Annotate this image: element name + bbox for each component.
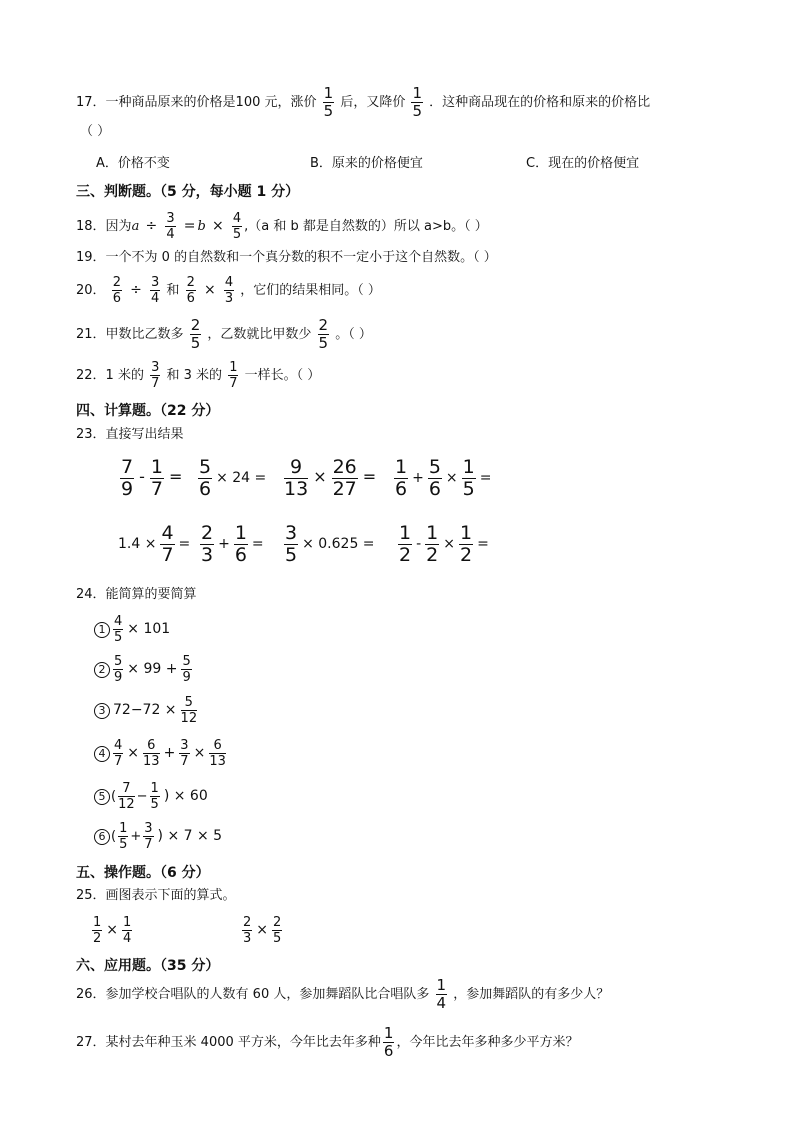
q17-option-b: B．原来的价格便宜 [310, 156, 423, 171]
q20-post: ，它们的结果相同。（ ） [240, 283, 381, 298]
fraction: $\frac{1}{5}$ [119, 821, 128, 852]
equals: = [477, 536, 489, 552]
q17-fraction-1: $\frac{1}{5}$ [323, 84, 334, 120]
q17-number: 17． [76, 95, 106, 110]
q18-times: × [211, 218, 224, 234]
question-20 [76, 276, 381, 305]
q24-item-1 [94, 615, 172, 644]
q17-fraction-2: $\frac{1}{5}$ [412, 84, 423, 120]
expression-pre: 72−72 × [113, 702, 177, 718]
circled-number: 3 [94, 703, 110, 719]
fraction: $\frac{1}{6}$ [395, 456, 408, 500]
q25-title: 25．画图表示下面的算式。 [76, 888, 236, 903]
q26-text-a: 26．参加学校合唱队的人数有 60 人，参加舞蹈队比合唱队多 [76, 987, 430, 1002]
fraction: $\frac{1}{5}$ [150, 781, 159, 812]
question-21 [76, 318, 372, 351]
fraction: $\frac{1}{2}$ [459, 522, 473, 566]
q23-expr-4 [392, 458, 493, 499]
fraction: $\frac{5}{6}$ [428, 456, 441, 500]
fraction: $\frac{4}{7}$ [161, 522, 174, 566]
q17-text-b: 后，又降价 [340, 95, 406, 110]
operator: × [193, 745, 206, 761]
circled-number: 5 [94, 789, 110, 805]
fraction: $\frac{1}{2}$ [93, 915, 102, 946]
fraction: $\frac{7}{9}$ [121, 456, 134, 500]
q20-fraction-1: $\frac{2}{6}$ [112, 275, 121, 306]
fraction: $\frac{9}{13}$ [284, 456, 309, 500]
q23-expr-1 [118, 458, 185, 499]
q24-item-4 [94, 739, 228, 768]
fraction: $\frac{2}{3}$ [201, 522, 214, 566]
paren-close: ) × 60 [163, 788, 208, 804]
expression-rest: × 101 [127, 621, 171, 637]
fraction: $\frac{1}{2}$ [426, 522, 439, 566]
operator: × 24 = [216, 470, 267, 486]
fraction: $\frac{1}{5}$ [462, 456, 475, 500]
q22-fraction-1: $\frac{3}{7}$ [151, 360, 160, 391]
q17-option-c: C．现在的价格便宜 [526, 156, 640, 171]
q21-number: 21． [76, 327, 106, 342]
equals: = [168, 467, 183, 486]
equals: = [362, 467, 377, 486]
q26-fraction: $\frac{1}{4}$ [436, 976, 447, 1012]
q18-var-a: a [131, 219, 140, 234]
q25-expr-2 [240, 916, 284, 945]
operator: × [256, 922, 269, 938]
section-3-heading: 三、判断题。（5 分，每小题 1 分） [76, 184, 300, 200]
fraction: $\frac{3}{7}$ [144, 821, 153, 852]
fraction: $\frac{3}{7}$ [180, 738, 189, 769]
q22-post: 一样长。（ ） [244, 368, 321, 383]
equals: = [479, 470, 492, 486]
q27-fraction: $\frac{1}{6}$ [383, 1024, 394, 1060]
q20-and: 和 [166, 283, 180, 298]
q20-op1: ÷ [130, 282, 142, 298]
section-6-heading: 六、应用题。（35 分） [76, 958, 220, 974]
q17-option-a: A．价格不变 [96, 156, 170, 171]
operator: + [163, 745, 176, 761]
q22-text-a: 1 米的 [105, 368, 144, 383]
section-4-heading: 四、计算题。（22 分） [76, 403, 220, 419]
operator: × [445, 470, 458, 486]
fraction: $\frac{1}{7}$ [150, 456, 163, 500]
circled-number: 6 [94, 829, 110, 845]
q23-expr-2 [196, 458, 268, 499]
q24-item-6 [94, 822, 224, 851]
fraction: $\frac{26}{27}$ [332, 456, 357, 500]
q17-answer-paren: （ ） [80, 124, 111, 139]
equals: = [178, 536, 191, 552]
question-26 [76, 978, 609, 1011]
circled-number: 2 [94, 662, 110, 678]
expression-mid: × 99 + [127, 661, 178, 677]
fraction: $\frac{2}{5}$ [273, 915, 282, 946]
q18-pre: 因为 [105, 219, 132, 234]
operator: - [416, 536, 422, 552]
question-22 [76, 361, 320, 390]
q23-expr-3 [282, 458, 379, 499]
section-5-heading: 五、操作题。（6 分） [76, 865, 210, 881]
fraction: $\frac{4}{5}$ [114, 614, 123, 645]
q20-number: 20． [76, 283, 106, 298]
q27-text-a: 27．某村去年种玉米 4000 平方米，今年比去年多种 [76, 1035, 381, 1050]
operator: × [106, 922, 119, 938]
q23-expr-7 [282, 524, 377, 565]
q24-item-3 [94, 696, 199, 725]
operator: + [412, 470, 424, 486]
operator: + [218, 536, 230, 552]
q24-item-5 [94, 782, 210, 811]
fraction: $\frac{1}{4}$ [123, 915, 132, 946]
fraction: $\frac{5}{9}$ [182, 654, 191, 685]
q20-fraction-3: $\frac{2}{6}$ [186, 275, 195, 306]
equals: = [251, 536, 264, 552]
operator: × 0.625 = [302, 536, 375, 552]
q18-fraction-2: $\frac{4}{5}$ [232, 211, 242, 242]
question-17 [76, 86, 650, 119]
fraction: $\frac{6}{13}$ [143, 738, 160, 769]
fraction: $\frac{7}{12}$ [118, 781, 135, 812]
fraction: $\frac{6}{13}$ [209, 738, 226, 769]
fraction: $\frac{3}{5}$ [285, 522, 298, 566]
paren-close: ) × 7 × 5 [157, 828, 223, 844]
fraction: $\frac{5}{12}$ [180, 695, 198, 726]
fraction: $\frac{1}{2}$ [399, 522, 412, 566]
q18-number: 18． [76, 219, 106, 234]
paren-open: ( [111, 829, 117, 844]
q18-div: ÷ [145, 218, 158, 234]
circled-number: 1 [94, 622, 110, 638]
q22-number: 22． [76, 368, 106, 383]
paren-open: ( [111, 789, 117, 804]
q25-expr-1 [90, 916, 134, 945]
operator: × [313, 467, 327, 486]
q26-text-b: ，参加舞蹈队的有多少人？ [453, 987, 610, 1002]
q22-text-b: 和 3 米的 [166, 368, 223, 383]
q21-text-b: ，乙数就比甲数少 [207, 327, 312, 342]
q23-expr-8 [396, 524, 491, 565]
operator: - [139, 467, 145, 486]
fraction: $\frac{5}{6}$ [199, 456, 212, 500]
q21-fraction-1: $\frac{2}{5}$ [190, 316, 201, 352]
q20-fraction-2: $\frac{3}{4}$ [150, 275, 160, 306]
q21-fraction-2: $\frac{2}{5}$ [318, 316, 329, 352]
q18-post: ,（a 和 b 都是自然数的）所以 a>b。（ ） [244, 219, 488, 234]
operator: × [127, 745, 140, 761]
operator: + [130, 829, 142, 844]
q18-fraction-1: $\frac{3}{4}$ [166, 211, 175, 242]
q20-op2: × [203, 282, 216, 298]
fraction: $\frac{5}{9}$ [114, 654, 123, 685]
q18-var-b: b [197, 219, 206, 234]
q22-fraction-2: $\frac{1}{7}$ [229, 360, 238, 391]
q24-item-2 [94, 655, 194, 684]
circled-number: 4 [94, 746, 110, 762]
q20-fraction-4: $\frac{4}{3}$ [224, 275, 234, 306]
operator: 1.4 × [118, 536, 157, 552]
fraction: $\frac{4}{7}$ [114, 738, 123, 769]
q18-eq: = [183, 218, 196, 234]
fraction: $\frac{2}{3}$ [243, 915, 252, 946]
question-19: 19．一个不为 0 的自然数和一个真分数的积不一定小于这个自然数。（ ） [76, 250, 497, 265]
fraction: $\frac{1}{6}$ [234, 522, 247, 566]
q23-title: 23．直接写出结果 [76, 427, 184, 442]
question-18 [76, 212, 488, 241]
question-27 [76, 1026, 578, 1059]
q21-post: 。（ ） [335, 327, 372, 342]
q23-expr-5 [116, 524, 192, 565]
q23-expr-6 [198, 524, 266, 565]
q27-text-b: ，今年比去年多种多少平方米？ [396, 1035, 579, 1050]
q17-text-c: ．这种商品现在的价格和原来的价格比 [429, 95, 651, 110]
q24-title: 24．能简算的要简算 [76, 587, 197, 602]
operator: × [443, 536, 455, 552]
operator: − [136, 789, 148, 804]
q21-text-a: 甲数比乙数多 [105, 327, 184, 342]
q17-text-a: 一种商品原来的价格是100 元，涨价 [105, 95, 317, 110]
